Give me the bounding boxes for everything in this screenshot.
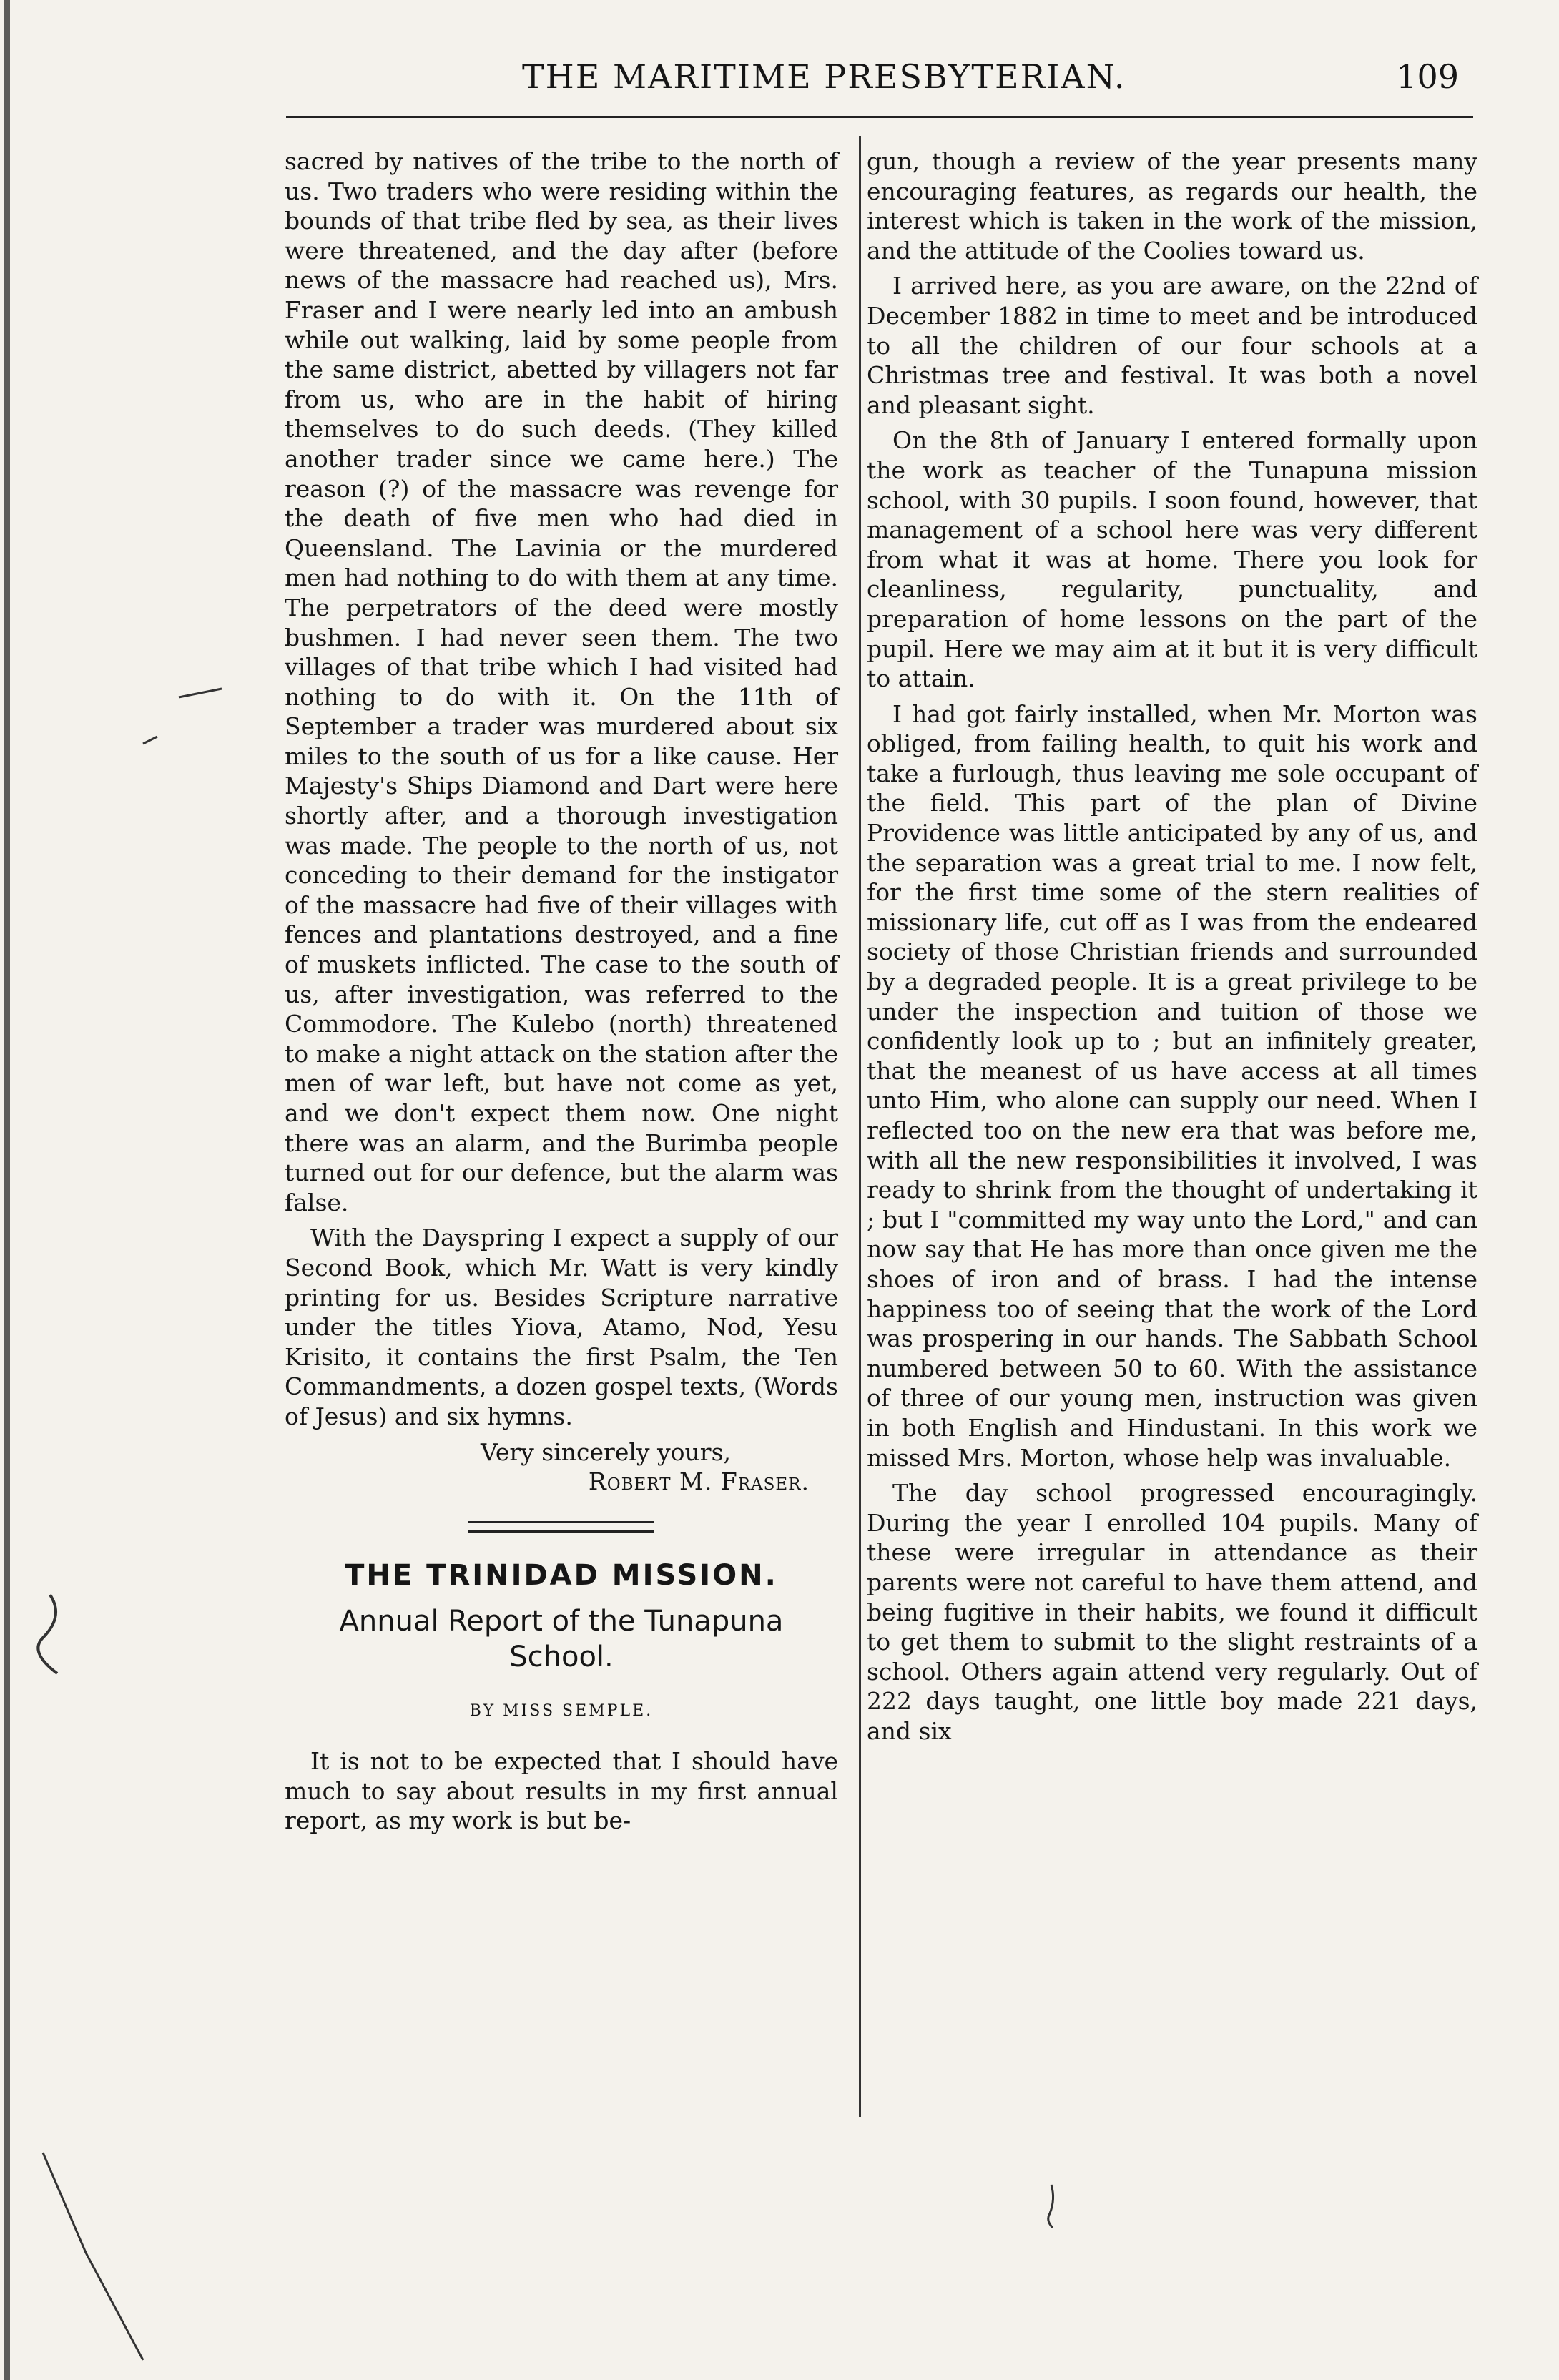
header-rule	[286, 116, 1473, 118]
right-column	[867, 147, 1477, 1751]
margin-tick-1	[179, 689, 222, 697]
section-title: THE TRINIDAD MISSION.	[345, 1558, 778, 1592]
left-paragraph-1: sacred by natives of the tribe to the north of us. Two traders who were residing within the bounds of that tribe fled by sea, as their lives were threatened, and the day after (before news of the massacre had reached us), Mrs. Fraser and I were nearly led into an ambush while out walking, laid by some people from the same district, abetted by villagers not far from us, who are in the habit of hiring themselves to do such deeds. (They killed another trader since we came here.) The reason (?) of the massacre was revenge for the death of five men who had died in Queensland. The Lavinia or the murdered men had nothing to do with them at any time. The perpetrators of the deed were mostly bushmen. I had never seen them. The two villages of that tribe which I had visited had nothing to do with it. On the 11th of September a trader was murdered about six miles to the south of us for a like cause. Her Majesty's Ships Diamond and Dart were here shortly after, and a thorough investigation was made. The people to the north of us, not conceding to their demand for the instigator of the massacre had five of their villages with fences and plantations destroyed, and a fine of muskets inflicted. The case to the south of us, after investigation, was referred to the Commodore. The Kulebo (north) threatened to make a night attack on the station after the men of war left, but have not come as yet, and we don't expect them now. One night there was an alarm, and the Burimba people turned out for our defence, but the alarm was false.	[285, 147, 838, 1216]
right-paragraph-3: On the 8th of January I entered formally upon the work as teacher of the Tunapuna mission school, with 30 pupils. I soon found, however, that management of a school here was very different from what it was at home. There you look for cleanliness, regularity, punctuality, and preparation of home lessons on the part of the pupil. Here we may aim at it but it is very difficult to attain.	[867, 426, 1477, 693]
page-header	[286, 50, 1473, 107]
report-opening-paragraph: It is not to be expected that I should have much to say about results in my first annual report, as my work is but be-	[285, 1746, 838, 1835]
right-paragraph-1: gun, though a review of the year presents many encouraging features, as regards our health, the interest which is taken in the work of the mission, and the attitude of the Coolies toward us.	[867, 147, 1477, 265]
right-paragraph-5: The day school progressed encouragingly. During the year I enrolled 104 pupils. Many of these were irregular in attendance as their parents were not careful to have them attend, and being fugitive in their habits, we found it difficult to get them to submit to the slight restraints of a school. Others again attend very regularly. Out of 222 days taught, one little boy made 221 days, and six	[867, 1479, 1477, 1745]
letter-closing: Very sincerely yours,	[481, 1437, 731, 1466]
letter-signature: Robert M. Fraser.	[588, 1467, 810, 1496]
left-paragraph-2: With the Dayspring I expect a supply of our Second Book, which Mr. Watt is very kindly printing for us. Besides Scripture narrative under the titles Yiova, Atamo, Nod, Yesu Krisito, it contains the first Psalm, the Ten Commandments, a dozen gospel texts, (Words of Jesus) and six hymns.	[285, 1224, 838, 1430]
binding-edge	[4, 0, 10, 2380]
margin-tick-2	[143, 737, 157, 744]
column-divider	[859, 136, 861, 2117]
margin-pen-stroke	[43, 2153, 143, 2360]
margin-flourish	[38, 1595, 57, 1673]
left-column	[285, 147, 838, 1841]
footer-mark	[1048, 2185, 1053, 2228]
report-title: Annual Report of the Tunapuna School.	[339, 1605, 784, 1674]
right-paragraph-4: I had got fairly installed, when Mr. Morton was obliged, from failing health, to quit his work and take a furlough, thus leaving me sole occupant of the field. This part of the plan of Divine Providence was little anticipated by any of us, and the separation was a great trial to me. I now felt, for the first time some of the stern realities of missionary life, cut off as I was from the endeared society of those Christian friends and surrounded by a degraded people. It is a great privilege to be under the inspection and tuition of those we confidently look up to ; but an infinitely greater, that the meanest of us have access at all times unto Him, who alone can supply our need. When I reflected too on the new era that was before me, with all the new responsibilities it involved, I was ready to shrink from the thought of undertaking it ; but I "committed my way unto the Lord," and can now say that He has more than once given me the shoes of iron and of brass. I had the intense happiness too of seeing that the work of the Lord was prospering in our hands. The Sabbath School numbered between 50 to 60. With the assistance of three of our young men, instruction was given in both English and Hindustani. In this work we missed Mrs. Morton, whose help was invaluable.	[867, 699, 1477, 1472]
section-separator	[468, 1521, 654, 1533]
right-paragraph-2: I arrived here, as you are aware, on the 22nd of December 1882 in time to meet and be introduced to all the children of our four schools at a Christmas tree and festival. It was both a novel and pleasant sight.	[867, 272, 1477, 419]
byline: BY MISS SEMPLE.	[469, 1702, 654, 1721]
running-title: THE MARITIME PRESBYTERIAN.	[522, 57, 1126, 96]
page-number: 109	[1396, 57, 1459, 96]
